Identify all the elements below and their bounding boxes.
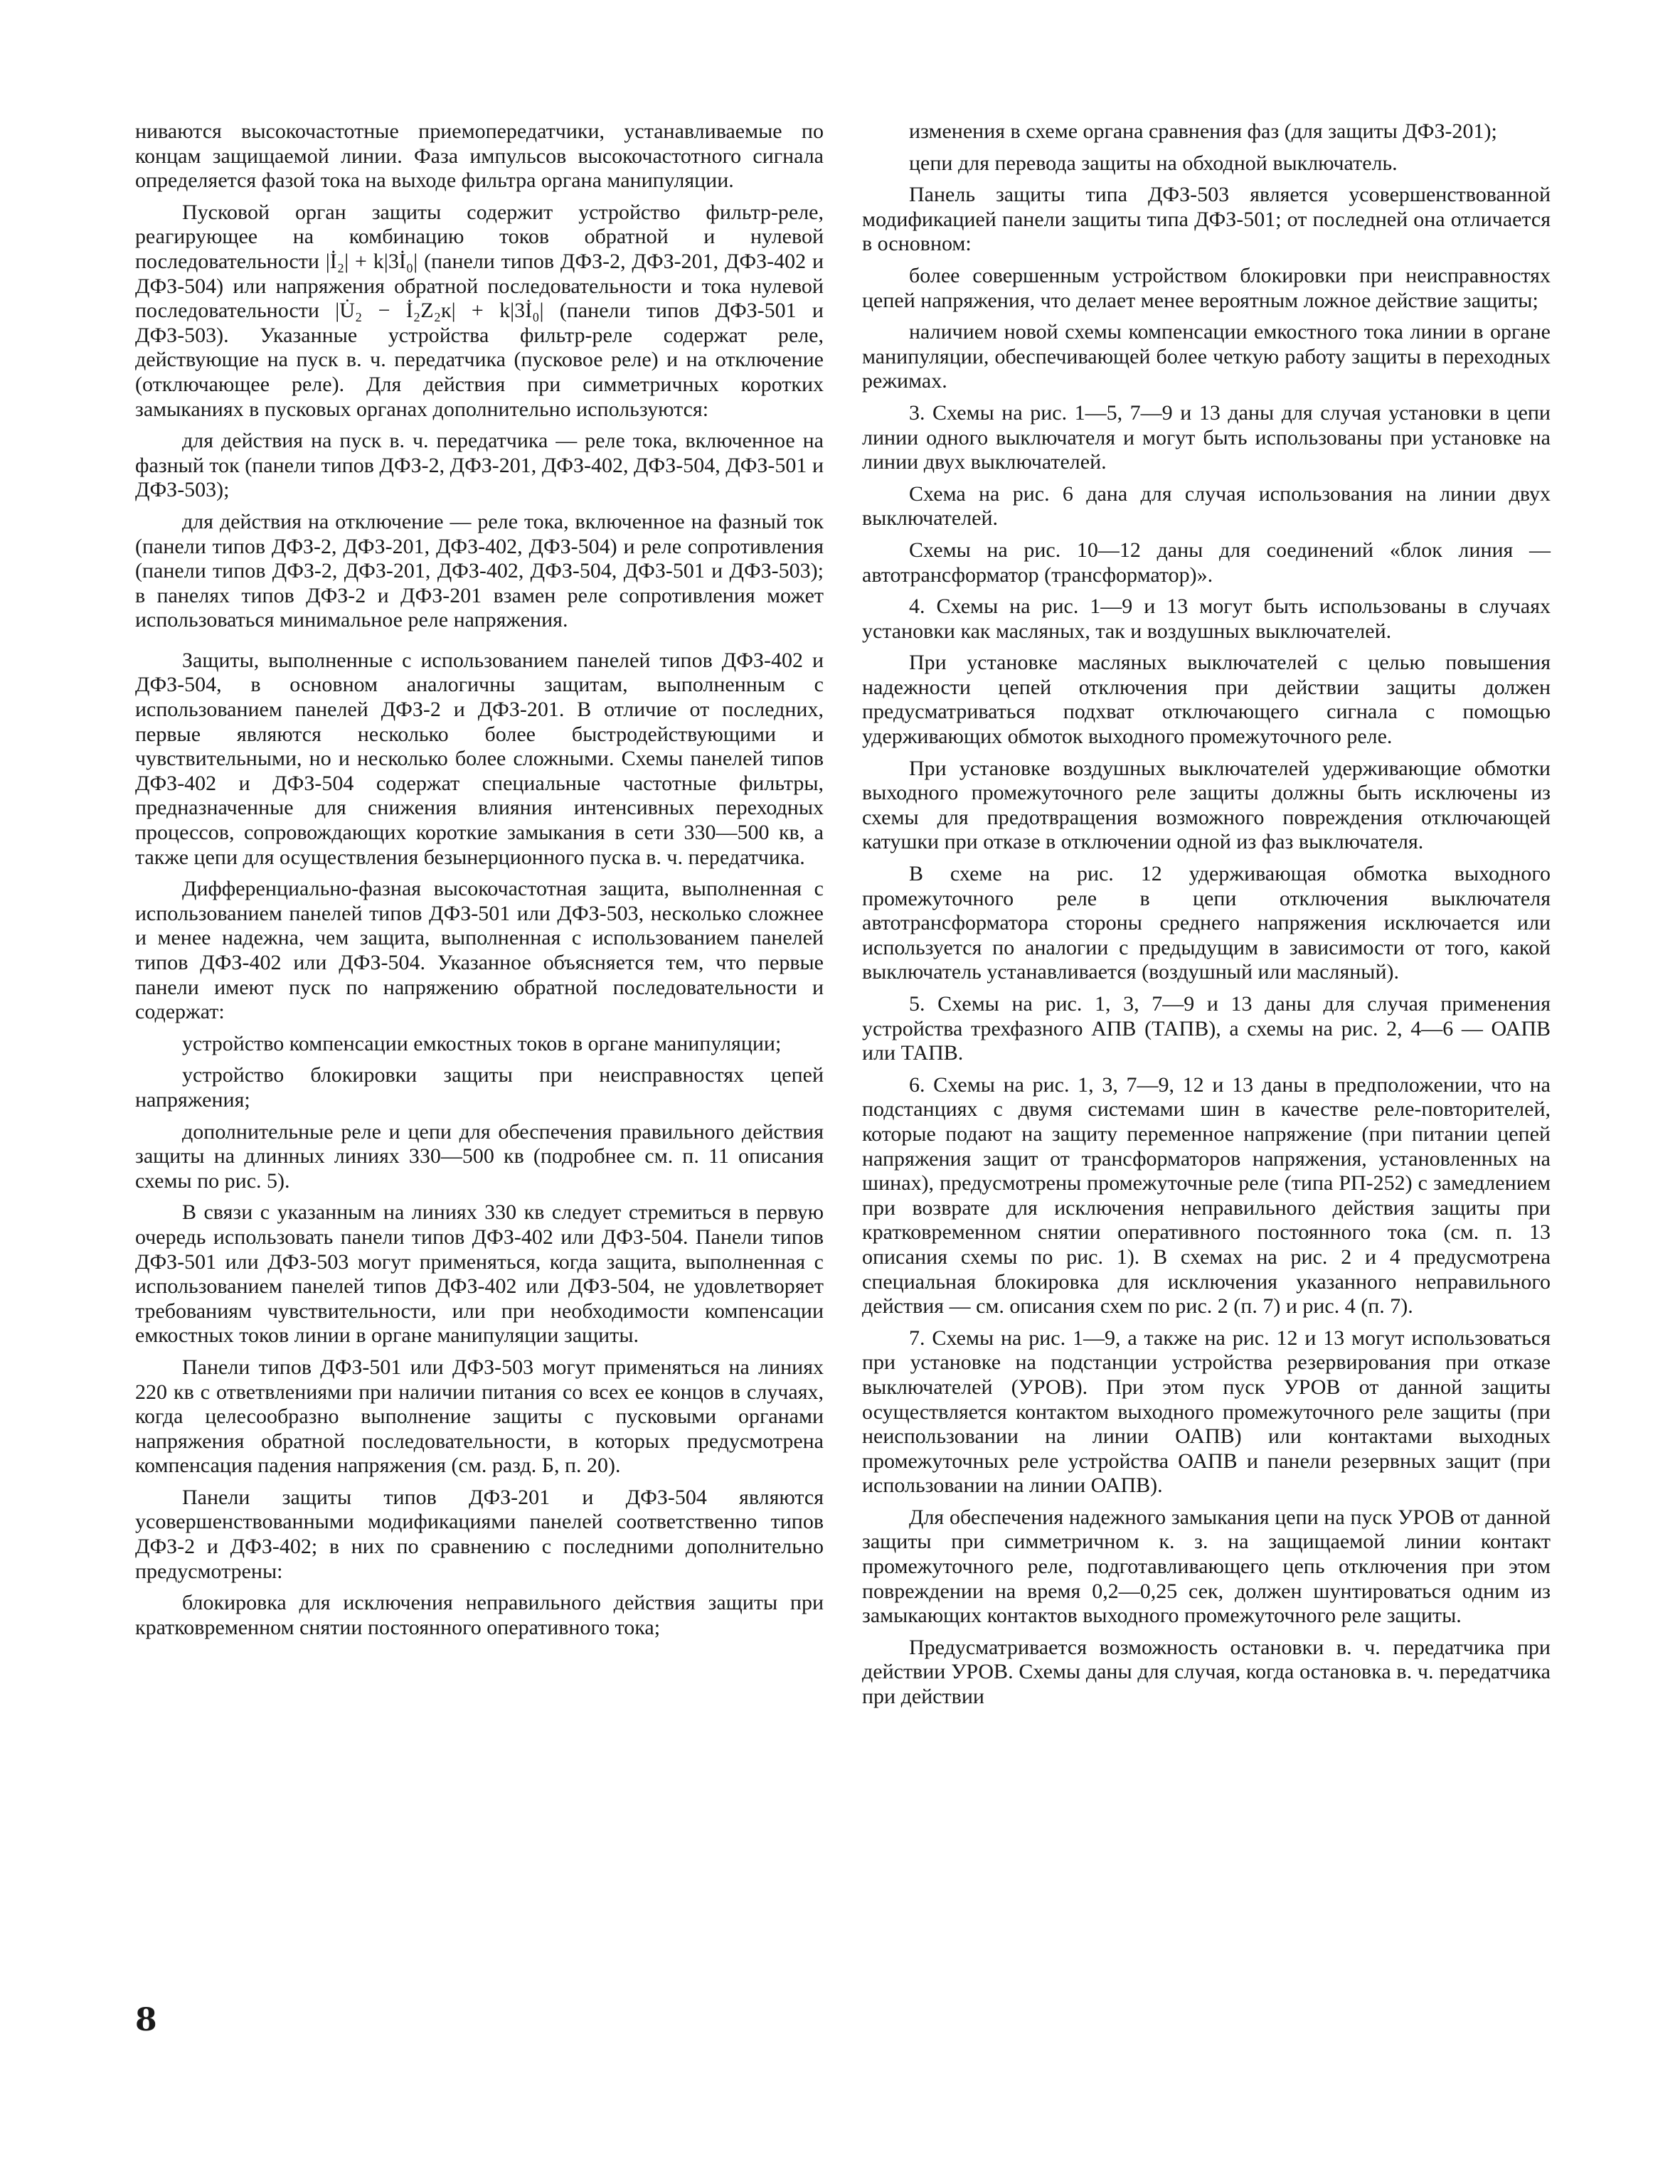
paragraph: Панели типов ДФЗ-501 или ДФЗ-503 могут применяться на линиях 220 кв с ответвлениями при наличии питания со всех ее концов в случаях, когда целесообразно выполнение защиты с пусковыми органами напряжения обратной последовательности, в которых предусмотрена компенсация падения напряжения (см. разд. Б, п. 20). (135, 1355, 824, 1478)
right-column (862, 119, 1551, 1717)
list-item: устройство блокировки защиты при неисправностях цепей напряжения; (135, 1063, 824, 1112)
list-item: устройство компенсации емкостных токов в органе манипуляции; (182, 1031, 782, 1055)
paragraph: ниваются высокочастотные приемопередатчики, устанавливаемые по концам защищаемой линии. Фаза импульсов высокочастотного сигнала определяется фазой тока на выходе фильтра органа манипуляции. (135, 119, 824, 193)
left-column (135, 119, 824, 1647)
page-number: 8 (135, 2002, 157, 2038)
numbered-paragraph: 3. Схемы на рис. 1—5, 7—9 и 13 даны для случая установки в цепи линии одного выключателя и могут быть использованы при установке на линии двух выключателей. (862, 400, 1551, 474)
list-item: наличием новой схемы компенсации емкостного тока линии в органе манипуляции, обеспечивающей более четкую работу защиты в переходных режимах. (862, 320, 1551, 393)
paragraph: Для обеспечения надежного замыкания цепи на пуск УРОВ от данной защиты при симметричном к. з. на защищаемой линии контакт промежуточного реле, подготавливающего цепь отключения при этом повреждении на время 0,2—0,25 сек, должен шунтироваться одним из замыкающих контактов выходного промежуточного реле защиты. (862, 1505, 1551, 1628)
list-item: более совершенным устройством блокировки при неисправностях цепей напряжения, что делает менее вероятным ложное действие защиты; (862, 263, 1551, 312)
paragraph: При установке масляных выключателей с целью повышения надежности цепей отключения при действии защиты должен предусматриваться подхват отключающего сигнала с помощью удерживающих обмоток выходного промежуточного реле. (862, 651, 1551, 749)
paragraph: Предусматривается возможность остановки в. ч. передатчика при действии УРОВ. Схемы даны для случая, когда остановка в. ч. передатчика при действии (862, 1635, 1551, 1709)
paragraph: При установке воздушных выключателей удерживающие обмотки выходного промежуточного реле защиты должны быть исключены из схемы для предотвращения возможного повреждения отключающей катушки при отказе в отключении одной из фаз выключателя. (862, 756, 1551, 854)
numbered-paragraph: 4. Схемы на рис. 1—9 и 13 могут быть использованы в случаях установки как масляных, так и воздушных выключателей. (862, 595, 1551, 643)
paragraph: Панели защиты типов ДФЗ-201 и ДФЗ-504 являются усовершенствованными модификациями панелей соответственно типов ДФЗ-2 и ДФЗ-402; в них по сравнению с последними дополнительно предусмотрены: (135, 1485, 824, 1583)
paragraph: Защиты, выполненные с использованием панелей типов ДФЗ-402 и ДФЗ-504, в основном аналогичны защитам, выполненным с использованием панелей ДФЗ-2 и ДФЗ-201. В отличие от последних, первые являются несколько более быстродействующими и чувствительными, но и несколько более сложными. Схемы панелей типов ДФЗ-402 и ДФЗ-504 содержат специальные частотные фильтры, предназначенные для снижения влияния интенсивных переходных процессов, сопровождающих короткие замыкания в сети 330—500 кв, а также цепи для осуществления безынерционного пуска в. ч. передатчика. (135, 648, 824, 869)
paragraph: Панель защиты типа ДФЗ-503 является усовершенствованной модификацией панели защиты типа ДФЗ-501; от последней она отличается в основном: (862, 183, 1551, 256)
list-item: изменения в схеме органа сравнения фаз (для защиты ДФЗ-201); (909, 119, 1497, 143)
numbered-paragraph: 6. Схемы на рис. 1, 3, 7—9, 12 и 13 даны в предположении, что на подстанциях с двумя системами шин в качестве реле-повторителей, которые подают на защиту переменное напряжение (при питании цепей напряжения защит от трансформаторов напряжения, установленных на шинах), предусмотрены промежуточные реле (типа РП-252) с замедлением при возврате для исключения неправильного действия защиты при кратковременном снятии оперативного постоянного тока (см. п. 13 описания схемы по рис. 1). В схемах на рис. 2 и 4 предусмотрена специальная блокировка для исключения указанного неправильного действия — см. описания схем по рис. 2 (п. 7) и рис. 4 (п. 7). (862, 1072, 1551, 1319)
paragraph: Схема на рис. 6 дана для случая использования на линии двух выключателей. (862, 481, 1551, 531)
paragraph: Схемы на рис. 10—12 даны для соединений «блок линия — автотрансформатор (трансформатор)». (862, 538, 1551, 587)
list-item: блокировка для исключения неправильного действия защиты при кратковременном снятии постоянного оперативного тока; (135, 1591, 824, 1639)
numbered-paragraph: 5. Схемы на рис. 1, 3, 7—9 и 13 даны для случая применения устройства трехфазного АПВ (ТАПВ), а схемы на рис. 2, 4—6 — ОАПВ или ТАПВ. (862, 992, 1551, 1065)
list-item: дополнительные реле и цепи для обеспечения правильного действия защиты на длинных линиях 330—500 кв (подробнее см. п. 11 описания схемы по рис. 5). (135, 1119, 824, 1193)
list-item: для действия на пуск в. ч. передатчика — реле тока, включенное на фазный ток (панели типов ДФЗ-2, ДФЗ-201, ДФЗ-402, ДФЗ-504, ДФЗ-501 и ДФЗ-503); (135, 429, 824, 502)
numbered-paragraph: 7. Схемы на рис. 1—9, а также на рис. 12 и 13 могут использоваться при установке на подстанции устройства резервирования при отказе выключателей (УРОВ). При этом пуск УРОВ от данной защиты осуществляется контактом выходного промежуточного реле защиты (при неиспользовании на линии ОАПВ) или контактами выходных промежуточных реле устройства ОАПВ и панели резервных защит (при использовании на линии ОАПВ). (862, 1326, 1551, 1498)
list-item: цепи для перевода защиты на обходной выключатель. (909, 151, 1398, 175)
list-item: для действия на отключение — реле тока, включенное на фазный ток (панели типов ДФЗ-2, ДФЗ-201, ДФЗ-402, ДФЗ-504) и реле сопротивления (панели типов ДФЗ-2, ДФЗ-201, ДФЗ-402, ДФЗ-504, ДФЗ-501 и ДФЗ-503); в панелях типов ДФЗ-2 и ДФЗ-201 взамен реле сопротивления может использоваться минимальное реле напряжения. (135, 509, 824, 632)
paragraph: В связи с указанным на линиях 330 кв следует стремиться в первую очередь использовать панели типов ДФЗ-402 или ДФЗ-504. Панели типов ДФЗ-501 или ДФЗ-503 могут применяться, когда защита, выполненная с использованием панелей типов ДФЗ-402 или ДФЗ-504, не удовлетворяет требованиям чувствительности, или при необходимости компенсации емкостных токов линии в органе манипуляции защиты. (135, 1200, 824, 1348)
paragraph: Дифференциально-фазная высокочастотная защита, выполненная с использованием панелей типов ДФЗ-501 или ДФЗ-503, несколько сложнее и менее надежна, чем защита, выполненная с использованием панелей типов ДФЗ-402 или ДФЗ-504. Указанное объясняется тем, что первые панели имеют пуск по напряжению обратной последовательности и содержат: (135, 877, 824, 1024)
paragraph: В схеме на рис. 12 удерживающая обмотка выходного промежуточного реле в цепи отключения выключателя автотрансформатора стороны среднего напряжения исключается или используется по аналогии с предыдущим в зависимости от того, какой выключатель устанавливается (воздушный или масляный). (862, 862, 1551, 984)
paragraph: Пусковой орган защиты содержит устройство фильтр-реле, реагирующее на комбинацию токов обратной и нулевой последовательности |İ₂| + k|3İ₀| (панели типов ДФЗ-2, ДФЗ-201, ДФЗ-402 и ДФЗ-504) или напряжения обратной последовательности и тока нулевой последовательности |U̇₂ − İ₂Z₂к| + k|3İ₀| (панели типов ДФЗ-501 и ДФЗ-503). Указанные устройства фильтр-реле содержат реле, действующие на пуск в. ч. передатчика (пусковое реле) и на отключение (отключающее реле). Для действия при симметричных коротких замыканиях в пусковых органах дополнительно используются: (135, 200, 824, 421)
